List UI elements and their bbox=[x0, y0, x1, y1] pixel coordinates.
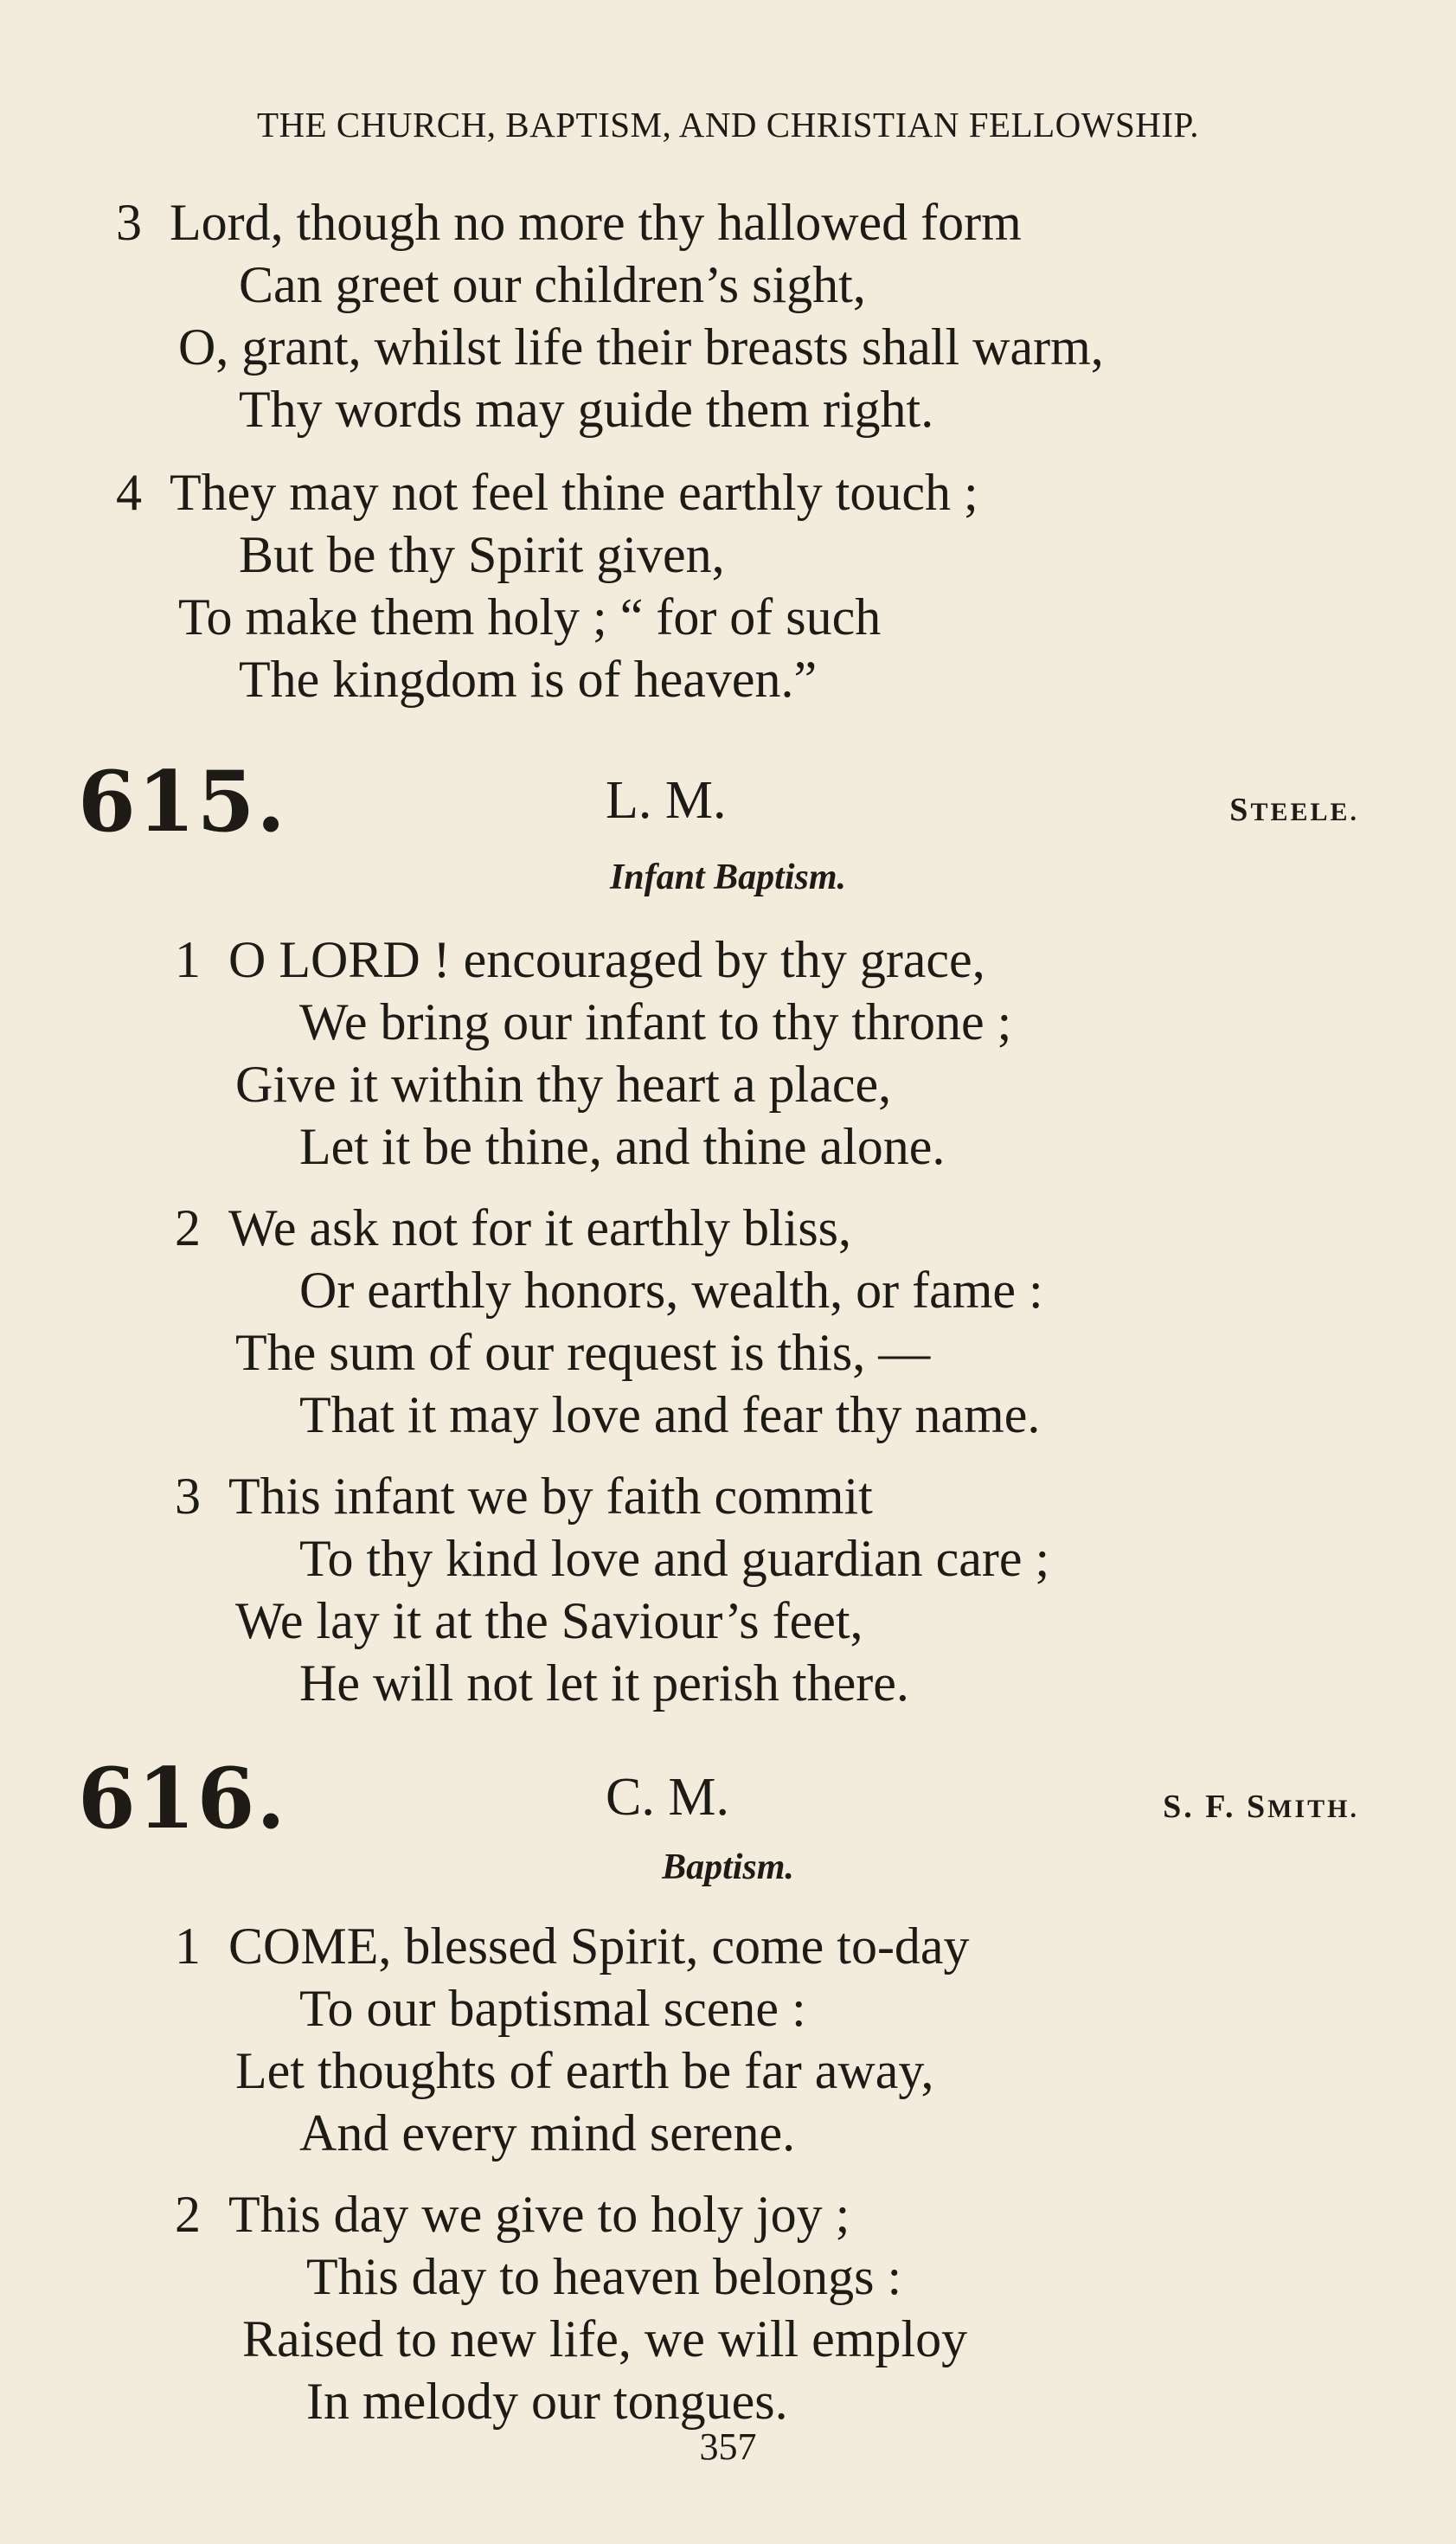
verse-line: 3 Lord, though no more thy hallowed form bbox=[116, 194, 1022, 251]
running-head: THE CHURCH, BAPTISM, AND CHRISTIAN FELLOWSHIP. bbox=[256, 105, 1200, 145]
verse-line: That it may love and fear thy name. bbox=[299, 1386, 1041, 1443]
verse-number: 1 bbox=[175, 931, 201, 988]
verse-line: To make them holy ; “ for of such bbox=[178, 588, 882, 646]
hymn-meter: L. M. bbox=[606, 771, 727, 830]
verse-line: We bring our infant to thy throne ; bbox=[299, 993, 1012, 1050]
verse-line: Let it be thine, and thine alone. bbox=[299, 1118, 946, 1175]
page-number: 357 bbox=[699, 2425, 757, 2468]
verse-number: 2 bbox=[175, 1199, 201, 1256]
verse-line: He will not let it perish there. bbox=[299, 1654, 909, 1712]
verse-number: 3 bbox=[116, 194, 142, 251]
hymn-title: Infant Baptism. bbox=[609, 858, 847, 897]
verse-number: 1 bbox=[175, 1918, 201, 1975]
hymn-meter: C. M. bbox=[606, 1768, 729, 1827]
verse-line: 4 They may not feel thine earthly touch ; bbox=[116, 464, 978, 521]
verse-line: Raised to new life, we will employ bbox=[242, 2310, 968, 2367]
verse-line: This day to heaven belongs : bbox=[306, 2248, 902, 2305]
verse-line: Let thoughts of earth be far away, bbox=[235, 2042, 934, 2099]
verse-line: The sum of our request is this, — bbox=[235, 1324, 931, 1381]
verse-number: 2 bbox=[175, 2186, 201, 2243]
hymn-author: STEELE. bbox=[1229, 792, 1359, 828]
hymn-author: S. F. SMITH. bbox=[1163, 1789, 1359, 1825]
verse-line: To thy kind love and guardian care ; bbox=[299, 1530, 1050, 1587]
verse-line: Or earthly honors, wealth, or fame : bbox=[299, 1262, 1043, 1319]
verse-line: The kingdom is of heaven.” bbox=[239, 651, 818, 708]
verse-line: To our baptismal scene : bbox=[299, 1980, 806, 2037]
hymn-number: 616. bbox=[78, 1750, 287, 1847]
verse-line: 1 COME, blessed Spirit, come to-day bbox=[175, 1918, 970, 1975]
verse-line: O, grant, whilst life their breasts shall warm, bbox=[178, 318, 1104, 376]
verse-number: 3 bbox=[175, 1468, 201, 1525]
verse-line: Give it within thy heart a place, bbox=[235, 1056, 892, 1113]
verse-line: In melody our tongues. bbox=[306, 2373, 788, 2430]
verse-number: 4 bbox=[116, 464, 142, 521]
verse-line: 3 This infant we by faith commit bbox=[175, 1468, 873, 1525]
verse-line: We lay it at the Saviour’s feet, bbox=[235, 1592, 863, 1649]
verse-line: But be thy Spirit given, bbox=[239, 526, 725, 583]
hymn-title: Baptism. bbox=[662, 1847, 794, 1887]
hymn-header bbox=[0, 1750, 1456, 1845]
hymn-number: 615. bbox=[78, 753, 287, 851]
verse-line: Thy words may guide them right. bbox=[239, 381, 934, 438]
verse-line: 2 We ask not for it earthly bliss, bbox=[175, 1199, 852, 1256]
verse-line: And every mind serene. bbox=[299, 2104, 796, 2162]
verse-line: 1 O LORD ! encouraged by thy grace, bbox=[175, 931, 985, 988]
verse-line: 2 This day we give to holy joy ; bbox=[175, 2186, 850, 2243]
verse-line: Can greet our children’s sight, bbox=[239, 256, 866, 313]
hymn-header bbox=[0, 753, 1456, 851]
